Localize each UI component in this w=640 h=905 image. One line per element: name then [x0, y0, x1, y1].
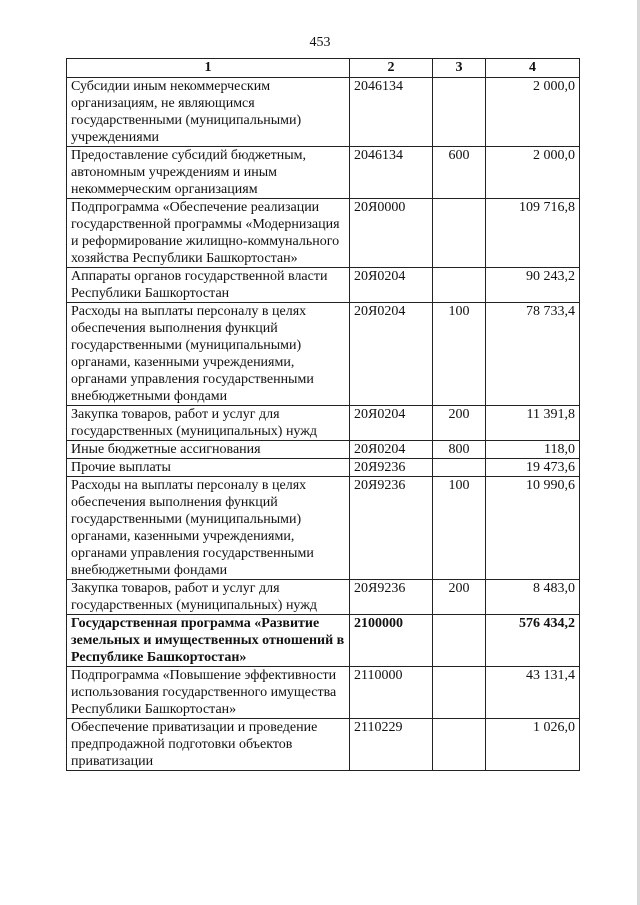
row-code-cell: 2046134 — [350, 147, 433, 199]
table-row — [67, 580, 580, 615]
row-code-cell: 20Я9236 — [350, 477, 433, 580]
row-code-cell: 20Я9236 — [350, 580, 433, 615]
row-name-cell: Закупка товаров, работ и услуг для государственных (муниципальных) нужд — [67, 580, 350, 615]
page-number: 453 — [309, 35, 331, 50]
row-code-cell: 20Я0204 — [350, 268, 433, 303]
header-row — [67, 59, 580, 78]
row-name-cell: Предоставление субсидий бюджетным, автономным учреждениям и иным некоммерческим организациям — [67, 147, 350, 199]
row-expense-type-cell — [433, 615, 486, 667]
row-name-cell: Государственная программа «Развитие земельных и имущественных отношений в Республике Башкортостан» — [67, 615, 350, 667]
row-expense-type-cell: 600 — [433, 147, 486, 199]
table-row — [67, 268, 580, 303]
row-amount-cell: 11 391,8 — [486, 406, 580, 441]
row-code-cell: 2110000 — [350, 667, 433, 719]
row-amount-cell: 118,0 — [486, 441, 580, 459]
row-amount-cell: 10 990,6 — [486, 477, 580, 580]
row-code-cell: 2046134 — [350, 78, 433, 147]
row-amount-cell: 2 000,0 — [486, 147, 580, 199]
table-row — [67, 441, 580, 459]
row-amount-cell: 90 243,2 — [486, 268, 580, 303]
table-row — [67, 199, 580, 268]
row-name-cell: Субсидии иным некоммерческим организациям, не являющимся государственными (муниципальными) учреждениями — [67, 78, 350, 147]
row-expense-type-cell — [433, 199, 486, 268]
row-name-cell: Обеспечение приватизации и проведение предпродажной подготовки объектов приватизации — [67, 719, 350, 771]
header-col-2: 2 — [350, 59, 433, 78]
row-name-cell: Расходы на выплаты персоналу в целях обеспечения выполнения функций государственными (муниципальными) органами, казенными учреждениями, органами управления государственными внебюджетными фондами — [67, 477, 350, 580]
row-amount-cell: 2 000,0 — [486, 78, 580, 147]
row-code-cell: 20Я0204 — [350, 441, 433, 459]
table-row — [67, 667, 580, 719]
row-expense-type-cell: 200 — [433, 406, 486, 441]
row-name-cell: Аппараты органов государственной власти Республики Башкортостан — [67, 268, 350, 303]
row-amount-cell: 1 026,0 — [486, 719, 580, 771]
row-expense-type-cell — [433, 459, 486, 477]
row-code-cell: 2100000 — [350, 615, 433, 667]
row-amount-cell: 43 131,4 — [486, 667, 580, 719]
header-col-4: 4 — [486, 59, 580, 78]
row-code-cell: 20Я9236 — [350, 459, 433, 477]
row-code-cell: 2110229 — [350, 719, 433, 771]
row-code-cell: 20Я0000 — [350, 199, 433, 268]
row-name-cell: Подпрограмма «Повышение эффективности использования государственного имущества Республики Башкортостан» — [67, 667, 350, 719]
row-code-cell: 20Я0204 — [350, 303, 433, 406]
row-amount-cell: 109 716,8 — [486, 199, 580, 268]
row-code-cell: 20Я0204 — [350, 406, 433, 441]
row-expense-type-cell: 800 — [433, 441, 486, 459]
row-expense-type-cell — [433, 268, 486, 303]
row-expense-type-cell — [433, 719, 486, 771]
table-row — [67, 615, 580, 667]
table-row — [67, 477, 580, 580]
row-name-cell: Иные бюджетные ассигнования — [67, 441, 350, 459]
row-amount-cell: 576 434,2 — [486, 615, 580, 667]
row-expense-type-cell — [433, 667, 486, 719]
row-name-cell: Расходы на выплаты персоналу в целях обеспечения выполнения функций государственными (муниципальными) органами, казенными учреждениями, органами управления государственными внебюджетными фондами — [67, 303, 350, 406]
row-amount-cell: 19 473,6 — [486, 459, 580, 477]
table-row — [67, 406, 580, 441]
table-row — [67, 147, 580, 199]
table-row — [67, 719, 580, 771]
row-name-cell: Закупка товаров, работ и услуг для государственных (муниципальных) нужд — [67, 406, 350, 441]
row-name-cell: Прочие выплаты — [67, 459, 350, 477]
table-header — [67, 59, 580, 78]
budget-table — [66, 58, 580, 771]
row-expense-type-cell: 100 — [433, 477, 486, 580]
row-expense-type-cell: 200 — [433, 580, 486, 615]
table-row — [67, 303, 580, 406]
row-amount-cell: 78 733,4 — [486, 303, 580, 406]
table-row — [67, 78, 580, 147]
table-body — [67, 78, 580, 771]
row-name-cell: Подпрограмма «Обеспечение реализации государственной программы «Модернизация и реформирование жилищно-коммунального хозяйства Республики Башкортостан» — [67, 199, 350, 268]
row-expense-type-cell: 100 — [433, 303, 486, 406]
row-amount-cell: 8 483,0 — [486, 580, 580, 615]
header-col-3: 3 — [433, 59, 486, 78]
table-row — [67, 459, 580, 477]
header-col-1: 1 — [67, 59, 350, 78]
row-expense-type-cell — [433, 78, 486, 147]
